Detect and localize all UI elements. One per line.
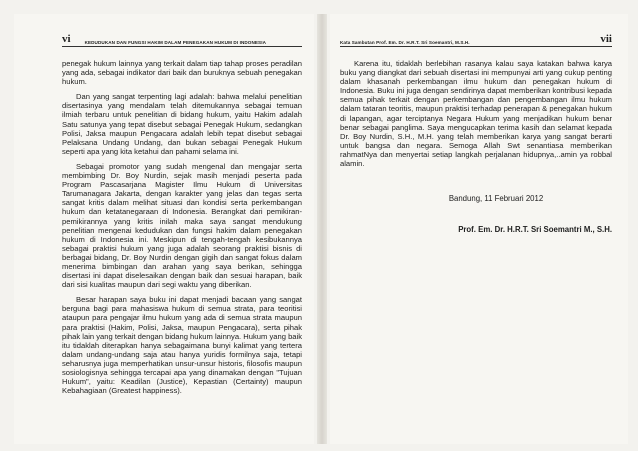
right-page-body [340, 59, 612, 168]
signature-name: Prof. Em. Dr. H.R.T. Sri Soemantri M., S.H. [458, 225, 612, 235]
page-number: vi [62, 33, 71, 45]
date-line: Bandung, 11 Februari 2012 [448, 194, 544, 204]
paragraph: penegak hukum lainnya yang terkait dalam tiap tahap proses peradilan yang ada, sebagai indikator dari baik dan buruknya sebuah penegakan hukum. [62, 59, 302, 87]
page-number: vii [600, 33, 612, 45]
running-head: KEDUDUKAN DAN FUNGSI HAKIM DALAM PENEGAKAN HUKUM DI INDONESIA [84, 40, 266, 45]
left-page-header [62, 34, 302, 47]
left-page-body [62, 59, 302, 395]
paragraph: Sebagai promotor yang sudah mengenal dan mengajar serta membimbing Dr. Boy Nurdin, sejak masih menjadi peserta pada Program Pascasarjana Magister Ilmu Hukum di Universitas Tarumanagara Jakarta, dengan karakter yang jelas dan tegas serta sangat kritis dalam melihat situasi dan kondisi serta perkembangan hukum dan ketatanegaraan di Indonesia. Berangkat dari pemikiran-pemikirannya yang kritis inilah maka saya sangat mendukung penelitian mengenai kedudukan dan fungsi hakim dalam penegakan hukum di Indonesia ini. Meskipun di tengah-tengah kesibukannya sebagai praktisi hukum yang juga adalah seorang praktisi bisnis di berbagai bidang, Dr. Boy Nurdin dengan gigih dan sangat fokus dalam menerima bimbingan dan arahan yang saya berikan, sehingga disertasi ini dapat diselesaikan dengan baik dan sesuai harapan, baik dari sisi kualitas maupun dari segi waktu yang diberikan. [62, 161, 302, 290]
left-page [14, 14, 314, 444]
paragraph: Karena itu, tidaklah berlebihan rasanya kalau saya katakan bahwa karya buku yang diangkat dari sebuah disertasi ini mempunyai arti yang cukup penting dalam khasanah perkembangan ilmu hukum dan penegakan hukum di Indonesia. Buku ini juga dengan sendirinya dapat memberikan kontribusi kepada semua pihak terkait dengan perkembangan dan pengembangan ilmu hukum dalam tataran teoritis, maupun praktisi terhadap penerapan & penegakan hukum di lapangan, agar terciptanya Negara Hukum yang menjadikan hukum benar benar sebagai panglima. Saya mengucapkan terima kasih dan selamat kepada Dr. Boy Nurdin, S.H., M.H. yang telah memberikan karya yang sangat berarti untuk bangsa dan negara. Semoga Allah Swt senantiasa memberikan rahmatNya dan menyertai setiap langkah perjalanan hidupnya,..amin ya robbal alamin. [340, 59, 612, 169]
right-page-header [340, 34, 612, 47]
right-page [330, 14, 628, 444]
paragraph: Dan yang sangat terpenting lagi adalah: bahwa melalui penelitian disertasinya yang mendalam telah ditemukannya sebagai temuan ilmiah terbaru untuk penelitian di bidang hukum, yaitu Hakim adalah Satu satunya yang tepat disebut sebagai Penegak Hukum, sedangkan Polisi, Jaksa maupun Pengacara adalah lebih tepat disebut sebagai Pelaksana Undang Undang, dan bukan sebagai Penegak Hukum seperti apa yang kita ketahui dan pahami selama ini. [62, 92, 302, 156]
running-head: Kata Sambutan Prof. Em. Dr. H.R.T. Sri Soemantri, M.S.H. [340, 40, 470, 45]
paragraph: Besar harapan saya buku ini dapat menjadi bacaan yang sangat berguna bagi para mahasiswa hukum di semua strata, para teoritisi ataupun para pengajar ilmu hukum yang ada di semua strata maupun para praktisi (Hakim, Polisi, Jaksa, maupun Pengacara), serta pihak pihak lain yang terkait dengan bidang hukum lainnya. Hukum yang baik itu tidaklah diterapkan hanya sebagaimana bunyi kalimat yang tertera dalam undang-undang saja atau hanya yuridis formilnya saja, tetapi seharusnya juga memperhatikan unsur-unsur historis, filosofis maupun sosiologisnya sehingga tercapai apa yang dinamakan dengan "Tujuan Hukum", yaitu: Keadilan (Justice), Kepastian (Certainty) maupun Kebahagiaan (Greatest happiness). [62, 295, 302, 396]
book-spine [317, 14, 327, 444]
